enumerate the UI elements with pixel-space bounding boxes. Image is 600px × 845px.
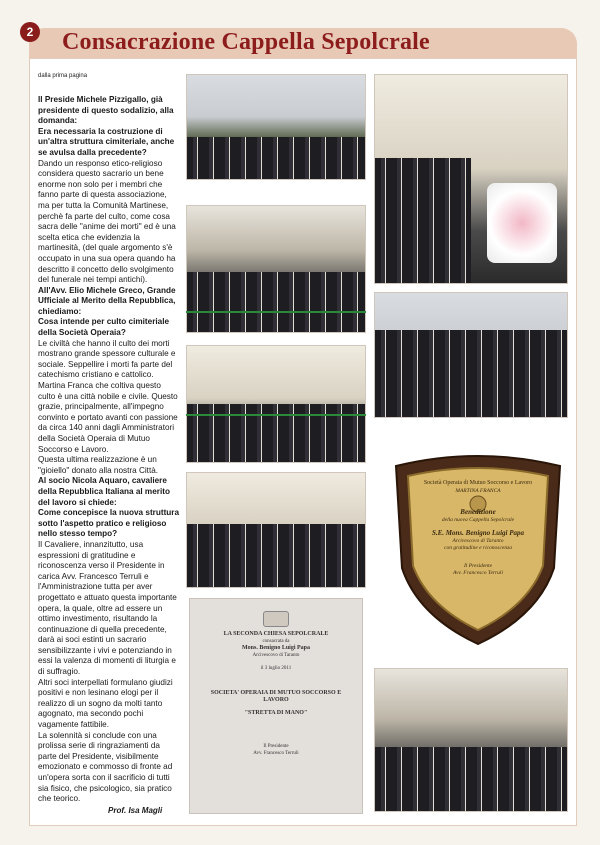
article-paragraph: Questa ultima realizzazione è un "gioiello" donato alla nostra Città. [38, 455, 159, 475]
ribbon [186, 311, 366, 313]
shield-line: Società Operaia di Mutuo Soccorso e Lavoro [423, 480, 533, 486]
plaque-line: Il Presidente [263, 744, 289, 749]
author-signature: Prof. Isa Magli [108, 806, 163, 815]
photo-altar [374, 74, 568, 284]
shield-line: della nuova Cappella Sepolcrale [441, 516, 515, 523]
shield-line: con gratitudine e riconoscenza [444, 545, 512, 551]
photo-ribbon-cutting [186, 345, 366, 463]
article-column [38, 95, 180, 805]
shield-line: Avv. Francesco Terruli [453, 570, 503, 576]
shield-line: Benedizione [460, 508, 496, 516]
plaque-line: il 3 luglio 2011 [260, 666, 292, 671]
article-paragraph: Le civiltà che hanno il culto dei morti mostrano grande spessore culturale e sociale. Seppellire i morti fa parte del catechismo cristiano e cattolico. Martina Franca che coltiva questo culto è una città nobile e civile. Questo grazie, principalmente, all'impegno convinto e portato avanti con passione da circa 140 anni dagli Amministratori della Società Operaia di Mutuo Soccorso e Lavoro. [38, 338, 178, 454]
article-paragraph: Dando un responso etico-religioso considera questo sacrario un bene enorme non solo per i membri che fanno parte di questa associazione, ma per tutta la Comunità Martinese, perchè fa parte del culto, come cosa sacra delle "anime dei morti" ed è una scelta etica che evidenzia la martinesità, (del quale argomento s'è occupato in una sua opera quando ha descritto il concetto dello svolgimento del funerale nei tempi antichi). [38, 158, 176, 285]
article-paragraph: Altri soci interpellati formulano giudizi positivi e non lesinano elogi per il realizzo di un sogno da molti tanto agognato, ma secondo pochi vagamente fattibile. [38, 677, 173, 730]
plaque-line: consacrata da [262, 639, 290, 644]
photo-chapel-group [186, 472, 366, 588]
shield-line: Il Presidente [463, 562, 493, 569]
plaque-line: Avv. Francesco Terruli [253, 751, 299, 756]
article-question: Il Preside Michele Pizzigallo, già presidente di questo sodalizio, alla domanda: [38, 95, 174, 126]
article-question: All'Avv. Elio Michele Greco, Grande Ufficiale al Merito della Repubblica, chiediamo: [38, 285, 176, 316]
photo-blessing [186, 205, 366, 333]
photo-entrance [374, 668, 568, 812]
shield-inscription [412, 480, 544, 578]
plaque-line: Mons. Benigno Luigi Papa [241, 645, 310, 651]
page-title: Consacrazione Cappella Sepolcrale [62, 29, 430, 55]
plaque-line: "STRETTA DI MANO" [244, 710, 308, 716]
article-paragraph: La solennità si conclude con una prolissa serie di ringraziamenti da parte del Presidente, visibilmente emozionato e commosso di fronte ad un'opera sorta con il sacrificio di tutti sia fisico, che psicologico, sia pratico che teorico. [38, 730, 173, 804]
shield-line: S.E. Mons. Benigno Luigi Papa [432, 529, 524, 537]
article-question: Come concepisce la nuova struttura sotto l'aspetto pratico e religioso nello stesso tempo? [38, 508, 180, 539]
shield-line: Arcivescovo di Taranto [452, 537, 504, 544]
plaque-line: SOCIETA' OPERAIA DI MUTUO SOCCORSO E LAVORO [210, 690, 342, 703]
shield-line: MARTINA FRANCA [455, 487, 501, 494]
plaque-emblem-icon [263, 611, 289, 627]
photo-handshake [374, 292, 568, 418]
article-question: Era necessaria la costruzione di un'altra struttura cimiteriale, anche se avulsa dalla precedente? [38, 126, 175, 157]
article-question: Al socio Nicola Aquaro, cavaliere della Repubblica Italiana al merito del lavoro si chiede: [38, 476, 170, 507]
article-question: Cosa intende per culto cimiteriale della Società Operaia? [38, 317, 170, 338]
kicker: dalla prima pagina [38, 73, 88, 79]
ribbon [186, 414, 366, 416]
article-paragraph: Il Cavaliere, innanzitutto, usa espressioni di gratitudine e riconoscenza verso il Presidente in carica Avv. Francesco Terruli e l'Amministrazione tutta per aver progettato e attuato questa importante opera, la quale, oltre ad essere un ottimo investimento, risultando la continuazione di quella precedente, darà ai soci estinti un sacrario sensibilizzante i vivi e potenziando in essi la valenza di momenti di liturgia e di suffragio. [38, 539, 177, 677]
photo-ceremony-outdoor [186, 74, 366, 180]
commemorative-plaque [189, 598, 363, 814]
page-number-badge: 2 [20, 22, 40, 42]
plaque-line: LA SECONDA CHIESA SEPOLCRALE [223, 631, 329, 637]
plaque-line: Arcivescovo di Taranto [252, 653, 300, 658]
